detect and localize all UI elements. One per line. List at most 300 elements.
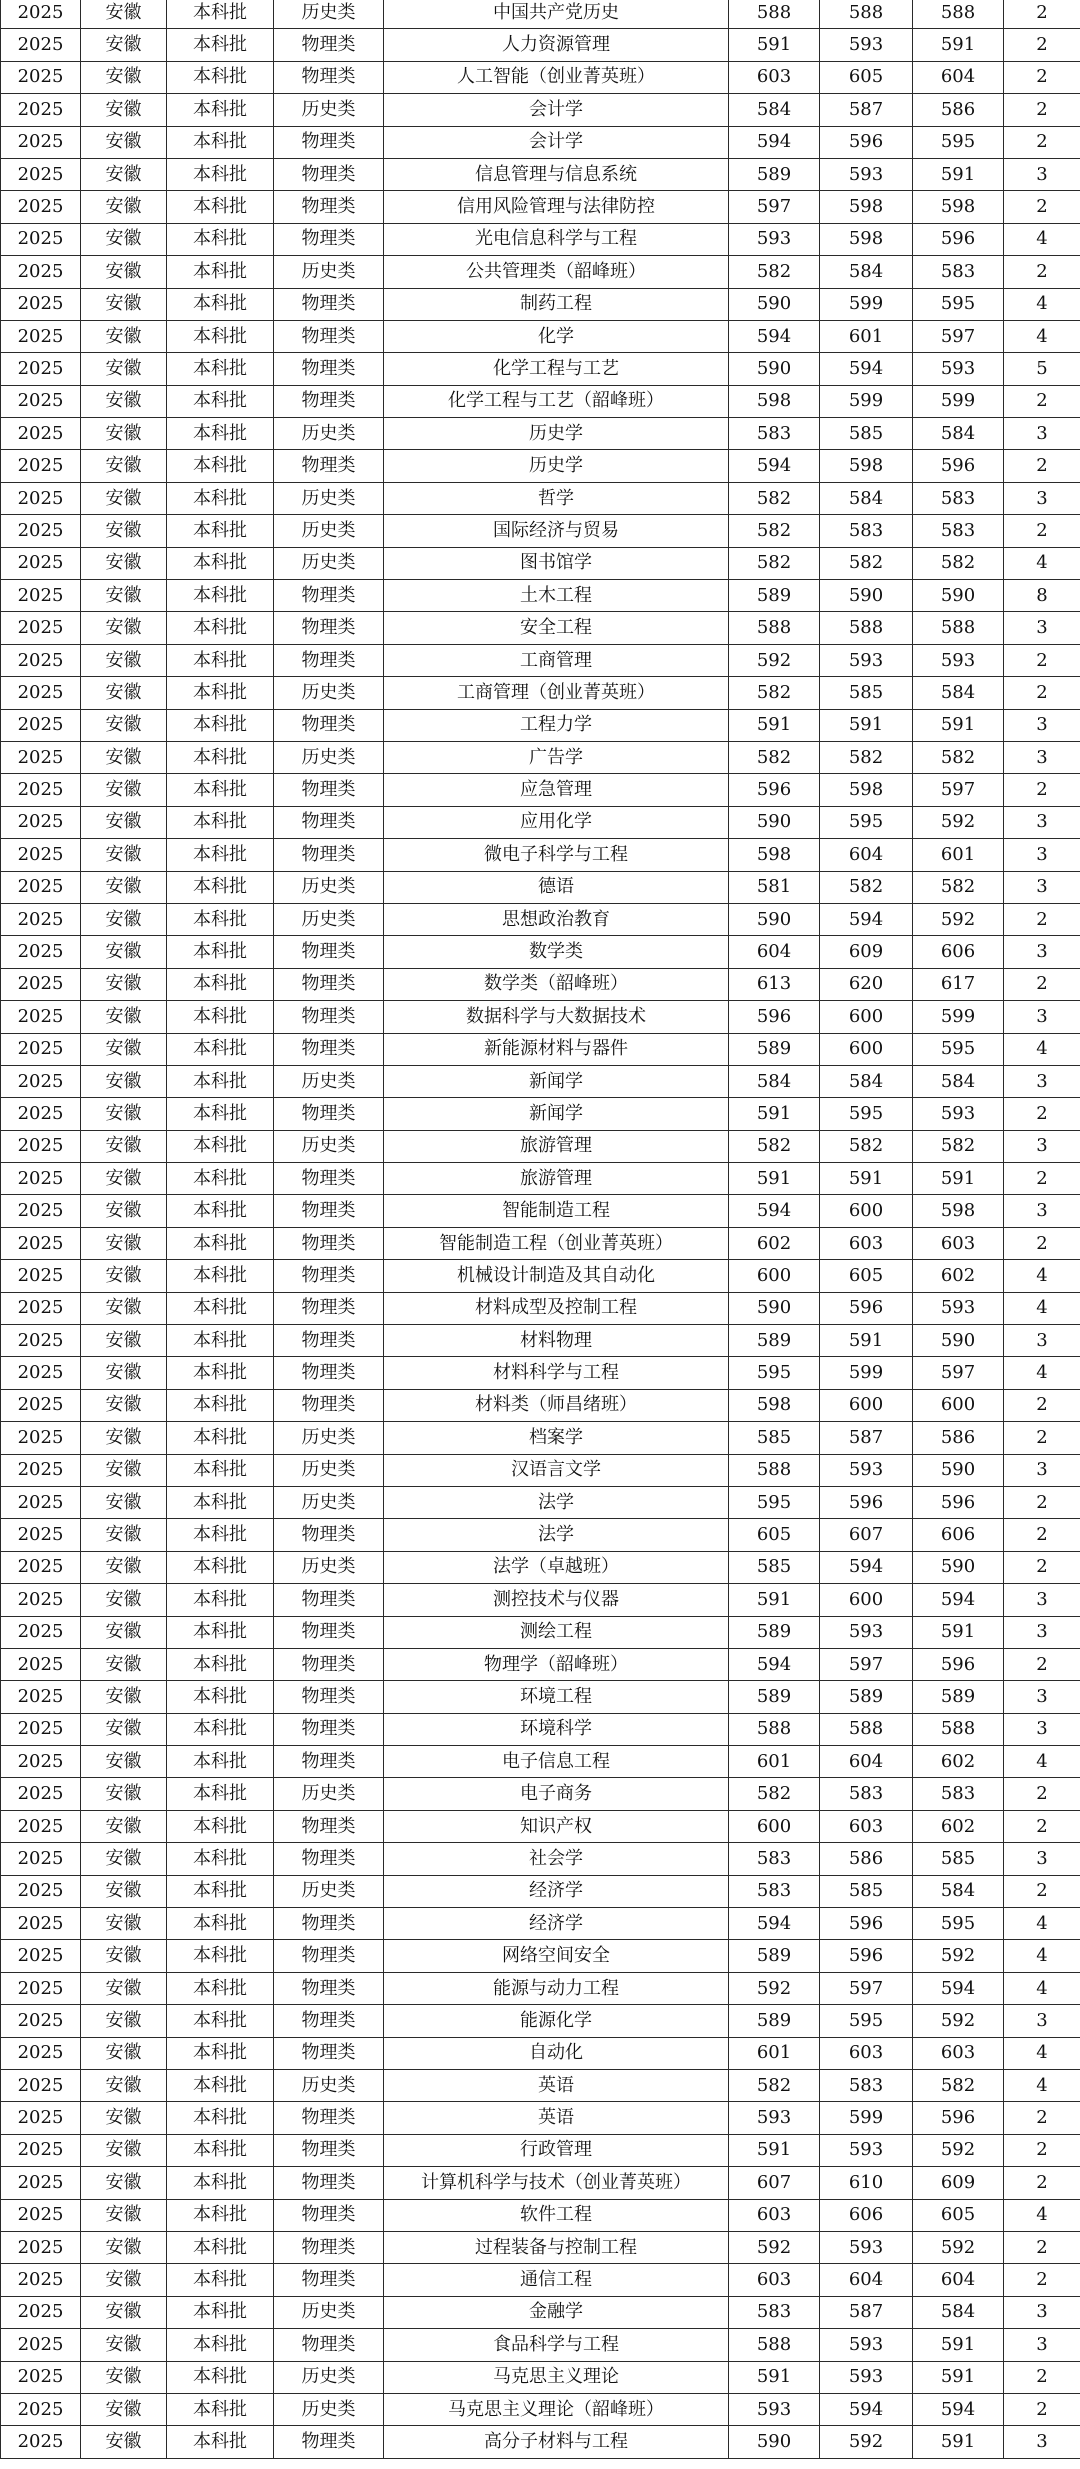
province-cell: 安徽 — [81, 1065, 167, 1097]
province-cell: 安徽 — [81, 580, 167, 612]
subject-category-cell: 物理类 — [274, 839, 384, 871]
province-cell: 安徽 — [81, 94, 167, 126]
subject-category-cell: 物理类 — [274, 1098, 384, 1130]
province-cell: 安徽 — [81, 2329, 167, 2361]
batch-cell: 本科批 — [167, 320, 274, 352]
min-score-cell: 582 — [729, 482, 820, 514]
avg-score-cell: 606 — [913, 1519, 1004, 1551]
subject-category-cell: 历史类 — [274, 1454, 384, 1486]
province-cell: 安徽 — [81, 1033, 167, 1065]
max-score-cell: 596 — [820, 1292, 913, 1324]
table-row — [1, 1746, 1080, 1778]
year-cell: 2025 — [1, 644, 81, 676]
major-name-cell: 人工智能（创业菁英班） — [384, 61, 729, 93]
max-score-cell: 604 — [820, 2264, 913, 2296]
batch-cell: 本科批 — [167, 2329, 274, 2361]
batch-cell: 本科批 — [167, 158, 274, 190]
min-score-cell: 585 — [729, 1422, 820, 1454]
avg-score-cell: 582 — [913, 1130, 1004, 1162]
batch-cell: 本科批 — [167, 1972, 274, 2004]
province-cell: 安徽 — [81, 2199, 167, 2231]
province-cell: 安徽 — [81, 2426, 167, 2458]
batch-cell: 本科批 — [167, 1940, 274, 1972]
year-cell: 2025 — [1, 1422, 81, 1454]
table-row — [1, 1810, 1080, 1842]
table-row — [1, 903, 1080, 935]
batch-cell: 本科批 — [167, 1648, 274, 1680]
avg-score-cell: 602 — [913, 1810, 1004, 1842]
year-cell: 2025 — [1, 482, 81, 514]
province-cell: 安徽 — [81, 2264, 167, 2296]
subject-category-cell: 历史类 — [274, 677, 384, 709]
year-cell: 2025 — [1, 1908, 81, 1940]
major-name-cell: 哲学 — [384, 482, 729, 514]
subject-category-cell: 物理类 — [274, 2037, 384, 2069]
province-cell: 安徽 — [81, 1810, 167, 1842]
subject-category-cell: 物理类 — [274, 1519, 384, 1551]
province-cell: 安徽 — [81, 1875, 167, 1907]
admitted-count-cell: 3 — [1004, 871, 1080, 903]
subject-category-cell: 物理类 — [274, 806, 384, 838]
year-cell: 2025 — [1, 709, 81, 741]
max-score-cell: 600 — [820, 1195, 913, 1227]
year-cell: 2025 — [1, 2329, 81, 2361]
min-score-cell: 589 — [729, 1325, 820, 1357]
admitted-count-cell: 2 — [1004, 903, 1080, 935]
major-name-cell: 环境科学 — [384, 1713, 729, 1745]
table-row — [1, 1195, 1080, 1227]
province-cell: 安徽 — [81, 741, 167, 773]
avg-score-cell: 589 — [913, 1681, 1004, 1713]
subject-category-cell: 物理类 — [274, 1195, 384, 1227]
major-name-cell: 新闻学 — [384, 1065, 729, 1097]
major-name-cell: 电子信息工程 — [384, 1746, 729, 1778]
admitted-count-cell: 4 — [1004, 2037, 1080, 2069]
table-row — [1, 1454, 1080, 1486]
province-cell: 安徽 — [81, 1098, 167, 1130]
avg-score-cell: 604 — [913, 2264, 1004, 2296]
max-score-cell: 597 — [820, 1648, 913, 1680]
major-name-cell: 经济学 — [384, 1908, 729, 1940]
avg-score-cell: 591 — [913, 158, 1004, 190]
year-cell: 2025 — [1, 2264, 81, 2296]
max-score-cell: 594 — [820, 1551, 913, 1583]
min-score-cell: 583 — [729, 1875, 820, 1907]
max-score-cell: 585 — [820, 1875, 913, 1907]
table-row — [1, 2167, 1080, 2199]
min-score-cell: 588 — [729, 1713, 820, 1745]
min-score-cell: 598 — [729, 385, 820, 417]
batch-cell: 本科批 — [167, 94, 274, 126]
admitted-count-cell: 4 — [1004, 2070, 1080, 2102]
batch-cell: 本科批 — [167, 418, 274, 450]
table-row — [1, 1519, 1080, 1551]
major-name-cell: 材料科学与工程 — [384, 1357, 729, 1389]
province-cell: 安徽 — [81, 1584, 167, 1616]
province-cell: 安徽 — [81, 871, 167, 903]
batch-cell: 本科批 — [167, 1810, 274, 1842]
major-name-cell: 材料成型及控制工程 — [384, 1292, 729, 1324]
province-cell: 安徽 — [81, 1551, 167, 1583]
admitted-count-cell: 3 — [1004, 2296, 1080, 2328]
max-score-cell: 591 — [820, 709, 913, 741]
table-row — [1, 1389, 1080, 1421]
major-name-cell: 应急管理 — [384, 774, 729, 806]
max-score-cell: 598 — [820, 450, 913, 482]
year-cell: 2025 — [1, 320, 81, 352]
avg-score-cell: 591 — [913, 1163, 1004, 1195]
avg-score-cell: 606 — [913, 936, 1004, 968]
min-score-cell: 590 — [729, 2426, 820, 2458]
subject-category-cell: 物理类 — [274, 612, 384, 644]
max-score-cell: 588 — [820, 1713, 913, 1745]
province-cell: 安徽 — [81, 2134, 167, 2166]
max-score-cell: 620 — [820, 968, 913, 1000]
subject-category-cell: 物理类 — [274, 450, 384, 482]
province-cell: 安徽 — [81, 450, 167, 482]
max-score-cell: 596 — [820, 126, 913, 158]
admitted-count-cell: 4 — [1004, 1972, 1080, 2004]
province-cell: 安徽 — [81, 1260, 167, 1292]
max-score-cell: 592 — [820, 2426, 913, 2458]
max-score-cell: 587 — [820, 94, 913, 126]
subject-category-cell: 物理类 — [274, 1843, 384, 1875]
province-cell: 安徽 — [81, 29, 167, 61]
min-score-cell: 596 — [729, 1001, 820, 1033]
max-score-cell: 585 — [820, 677, 913, 709]
table-row — [1, 2361, 1080, 2393]
min-score-cell: 607 — [729, 2167, 820, 2199]
avg-score-cell: 591 — [913, 709, 1004, 741]
subject-category-cell: 物理类 — [274, 774, 384, 806]
batch-cell: 本科批 — [167, 2070, 274, 2102]
province-cell: 安徽 — [81, 0, 167, 29]
major-name-cell: 数据科学与大数据技术 — [384, 1001, 729, 1033]
subject-category-cell: 物理类 — [274, 1163, 384, 1195]
province-cell: 安徽 — [81, 126, 167, 158]
avg-score-cell: 603 — [913, 1227, 1004, 1259]
max-score-cell: 600 — [820, 1584, 913, 1616]
subject-category-cell: 物理类 — [274, 2005, 384, 2037]
year-cell: 2025 — [1, 677, 81, 709]
avg-score-cell: 604 — [913, 61, 1004, 93]
major-name-cell: 德语 — [384, 871, 729, 903]
year-cell: 2025 — [1, 1972, 81, 2004]
province-cell: 安徽 — [81, 1713, 167, 1745]
admitted-count-cell: 2 — [1004, 29, 1080, 61]
subject-category-cell: 物理类 — [274, 29, 384, 61]
avg-score-cell: 596 — [913, 450, 1004, 482]
table-row — [1, 385, 1080, 417]
year-cell: 2025 — [1, 0, 81, 29]
min-score-cell: 602 — [729, 1227, 820, 1259]
table-row — [1, 1098, 1080, 1130]
major-name-cell: 机械设计制造及其自动化 — [384, 1260, 729, 1292]
province-cell: 安徽 — [81, 320, 167, 352]
table-row — [1, 2070, 1080, 2102]
major-name-cell: 历史学 — [384, 450, 729, 482]
subject-category-cell: 物理类 — [274, 1584, 384, 1616]
year-cell: 2025 — [1, 191, 81, 223]
admitted-count-cell: 3 — [1004, 1130, 1080, 1162]
avg-score-cell: 594 — [913, 1972, 1004, 2004]
year-cell: 2025 — [1, 936, 81, 968]
batch-cell: 本科批 — [167, 1519, 274, 1551]
subject-category-cell: 历史类 — [274, 1065, 384, 1097]
batch-cell: 本科批 — [167, 288, 274, 320]
major-name-cell: 过程装备与控制工程 — [384, 2231, 729, 2263]
major-name-cell: 能源与动力工程 — [384, 1972, 729, 2004]
table-row — [1, 1778, 1080, 1810]
year-cell: 2025 — [1, 2426, 81, 2458]
major-name-cell: 法学 — [384, 1486, 729, 1518]
table-row — [1, 1908, 1080, 1940]
province-cell: 安徽 — [81, 1130, 167, 1162]
min-score-cell: 594 — [729, 320, 820, 352]
batch-cell: 本科批 — [167, 482, 274, 514]
year-cell: 2025 — [1, 1001, 81, 1033]
avg-score-cell: 595 — [913, 1033, 1004, 1065]
province-cell: 安徽 — [81, 774, 167, 806]
year-cell: 2025 — [1, 612, 81, 644]
min-score-cell: 603 — [729, 61, 820, 93]
subject-category-cell: 物理类 — [274, 191, 384, 223]
avg-score-cell: 597 — [913, 774, 1004, 806]
province-cell: 安徽 — [81, 1195, 167, 1227]
major-name-cell: 智能制造工程（创业菁英班） — [384, 1227, 729, 1259]
major-name-cell: 光电信息科学与工程 — [384, 223, 729, 255]
max-score-cell: 583 — [820, 2070, 913, 2102]
year-cell: 2025 — [1, 2231, 81, 2263]
year-cell: 2025 — [1, 2393, 81, 2425]
major-name-cell: 材料类（师昌绪班） — [384, 1389, 729, 1421]
province-cell: 安徽 — [81, 612, 167, 644]
batch-cell: 本科批 — [167, 709, 274, 741]
major-name-cell: 英语 — [384, 2070, 729, 2102]
table-row — [1, 1843, 1080, 1875]
major-name-cell: 人力资源管理 — [384, 29, 729, 61]
batch-cell: 本科批 — [167, 223, 274, 255]
table-row — [1, 191, 1080, 223]
major-name-cell: 会计学 — [384, 126, 729, 158]
avg-score-cell: 596 — [913, 1486, 1004, 1518]
province-cell: 安徽 — [81, 1519, 167, 1551]
subject-category-cell: 物理类 — [274, 126, 384, 158]
avg-score-cell: 594 — [913, 1584, 1004, 1616]
table-row — [1, 2426, 1080, 2458]
avg-score-cell: 590 — [913, 580, 1004, 612]
major-name-cell: 图书馆学 — [384, 547, 729, 579]
avg-score-cell: 591 — [913, 2329, 1004, 2361]
min-score-cell: 582 — [729, 2070, 820, 2102]
table-row — [1, 482, 1080, 514]
major-name-cell: 网络空间安全 — [384, 1940, 729, 1972]
year-cell: 2025 — [1, 288, 81, 320]
subject-category-cell: 物理类 — [274, 223, 384, 255]
subject-category-cell: 物理类 — [274, 158, 384, 190]
avg-score-cell: 592 — [913, 806, 1004, 838]
min-score-cell: 591 — [729, 1584, 820, 1616]
table-body — [1, 0, 1080, 2458]
max-score-cell: 593 — [820, 158, 913, 190]
province-cell: 安徽 — [81, 1972, 167, 2004]
batch-cell: 本科批 — [167, 1292, 274, 1324]
admitted-count-cell: 2 — [1004, 644, 1080, 676]
avg-score-cell: 593 — [913, 1098, 1004, 1130]
max-score-cell: 599 — [820, 1357, 913, 1389]
max-score-cell: 593 — [820, 29, 913, 61]
max-score-cell: 596 — [820, 1486, 913, 1518]
province-cell: 安徽 — [81, 353, 167, 385]
major-name-cell: 汉语言文学 — [384, 1454, 729, 1486]
year-cell: 2025 — [1, 547, 81, 579]
max-score-cell: 601 — [820, 320, 913, 352]
min-score-cell: 594 — [729, 1648, 820, 1680]
table-row — [1, 774, 1080, 806]
admitted-count-cell: 3 — [1004, 1713, 1080, 1745]
max-score-cell: 600 — [820, 1033, 913, 1065]
min-score-cell: 589 — [729, 2005, 820, 2037]
subject-category-cell: 物理类 — [274, 2231, 384, 2263]
avg-score-cell: 585 — [913, 1843, 1004, 1875]
admitted-count-cell: 4 — [1004, 1940, 1080, 1972]
table-row — [1, 677, 1080, 709]
avg-score-cell: 596 — [913, 2102, 1004, 2134]
avg-score-cell: 584 — [913, 677, 1004, 709]
major-name-cell: 工程力学 — [384, 709, 729, 741]
batch-cell: 本科批 — [167, 806, 274, 838]
subject-category-cell: 历史类 — [274, 1422, 384, 1454]
year-cell: 2025 — [1, 353, 81, 385]
max-score-cell: 598 — [820, 191, 913, 223]
subject-category-cell: 物理类 — [274, 1908, 384, 1940]
major-name-cell: 会计学 — [384, 94, 729, 126]
admitted-count-cell: 4 — [1004, 1908, 1080, 1940]
admitted-count-cell: 2 — [1004, 1519, 1080, 1551]
year-cell: 2025 — [1, 1843, 81, 1875]
subject-category-cell: 历史类 — [274, 515, 384, 547]
table-row — [1, 2264, 1080, 2296]
province-cell: 安徽 — [81, 158, 167, 190]
subject-category-cell: 物理类 — [274, 709, 384, 741]
subject-category-cell: 物理类 — [274, 1001, 384, 1033]
major-name-cell: 测绘工程 — [384, 1616, 729, 1648]
avg-score-cell: 582 — [913, 2070, 1004, 2102]
max-score-cell: 593 — [820, 1454, 913, 1486]
admitted-count-cell: 8 — [1004, 580, 1080, 612]
subject-category-cell: 物理类 — [274, 1746, 384, 1778]
major-name-cell: 行政管理 — [384, 2134, 729, 2166]
avg-score-cell: 590 — [913, 1551, 1004, 1583]
avg-score-cell: 590 — [913, 1454, 1004, 1486]
min-score-cell: 600 — [729, 1260, 820, 1292]
avg-score-cell: 592 — [913, 1940, 1004, 1972]
max-score-cell: 584 — [820, 482, 913, 514]
min-score-cell: 589 — [729, 1616, 820, 1648]
max-score-cell: 600 — [820, 1001, 913, 1033]
min-score-cell: 594 — [729, 450, 820, 482]
min-score-cell: 605 — [729, 1519, 820, 1551]
batch-cell: 本科批 — [167, 191, 274, 223]
admitted-count-cell: 3 — [1004, 2329, 1080, 2361]
year-cell: 2025 — [1, 741, 81, 773]
year-cell: 2025 — [1, 1746, 81, 1778]
avg-score-cell: 584 — [913, 2296, 1004, 2328]
province-cell: 安徽 — [81, 677, 167, 709]
province-cell: 安徽 — [81, 2167, 167, 2199]
avg-score-cell: 593 — [913, 353, 1004, 385]
max-score-cell: 603 — [820, 2037, 913, 2069]
batch-cell: 本科批 — [167, 2231, 274, 2263]
batch-cell: 本科批 — [167, 903, 274, 935]
table-row — [1, 1940, 1080, 1972]
major-name-cell: 新闻学 — [384, 1098, 729, 1130]
province-cell: 安徽 — [81, 2037, 167, 2069]
avg-score-cell: 592 — [913, 2005, 1004, 2037]
admitted-count-cell: 3 — [1004, 1001, 1080, 1033]
subject-category-cell: 物理类 — [274, 1227, 384, 1259]
year-cell: 2025 — [1, 1584, 81, 1616]
admitted-count-cell: 2 — [1004, 1422, 1080, 1454]
major-name-cell: 中国共产党历史 — [384, 0, 729, 29]
max-score-cell: 593 — [820, 2361, 913, 2393]
major-name-cell: 数学类 — [384, 936, 729, 968]
min-score-cell: 590 — [729, 806, 820, 838]
major-name-cell: 化学 — [384, 320, 729, 352]
subject-category-cell: 历史类 — [274, 2296, 384, 2328]
min-score-cell: 600 — [729, 1810, 820, 1842]
admitted-count-cell: 3 — [1004, 741, 1080, 773]
min-score-cell: 590 — [729, 353, 820, 385]
min-score-cell: 593 — [729, 2102, 820, 2134]
province-cell: 安徽 — [81, 1389, 167, 1421]
batch-cell: 本科批 — [167, 353, 274, 385]
admitted-count-cell: 2 — [1004, 2393, 1080, 2425]
avg-score-cell: 601 — [913, 839, 1004, 871]
batch-cell: 本科批 — [167, 1454, 274, 1486]
table-row — [1, 353, 1080, 385]
max-score-cell: 582 — [820, 871, 913, 903]
major-name-cell: 工商管理（创业菁英班） — [384, 677, 729, 709]
avg-score-cell: 592 — [913, 903, 1004, 935]
major-name-cell: 土木工程 — [384, 580, 729, 612]
min-score-cell: 590 — [729, 288, 820, 320]
major-name-cell: 公共管理类（韶峰班） — [384, 256, 729, 288]
min-score-cell: 598 — [729, 1389, 820, 1421]
admitted-count-cell: 2 — [1004, 968, 1080, 1000]
admitted-count-cell: 2 — [1004, 2134, 1080, 2166]
min-score-cell: 582 — [729, 1130, 820, 1162]
admitted-count-cell: 2 — [1004, 515, 1080, 547]
min-score-cell: 583 — [729, 2296, 820, 2328]
table-row — [1, 256, 1080, 288]
admitted-count-cell: 2 — [1004, 126, 1080, 158]
year-cell: 2025 — [1, 2134, 81, 2166]
table-row — [1, 1357, 1080, 1389]
max-score-cell: 582 — [820, 1130, 913, 1162]
min-score-cell: 595 — [729, 1486, 820, 1518]
avg-score-cell: 595 — [913, 288, 1004, 320]
subject-category-cell: 物理类 — [274, 1810, 384, 1842]
year-cell: 2025 — [1, 2070, 81, 2102]
max-score-cell: 593 — [820, 644, 913, 676]
table-row — [1, 1648, 1080, 1680]
subject-category-cell: 历史类 — [274, 1130, 384, 1162]
min-score-cell: 594 — [729, 126, 820, 158]
admitted-count-cell: 3 — [1004, 158, 1080, 190]
subject-category-cell: 历史类 — [274, 903, 384, 935]
batch-cell: 本科批 — [167, 774, 274, 806]
